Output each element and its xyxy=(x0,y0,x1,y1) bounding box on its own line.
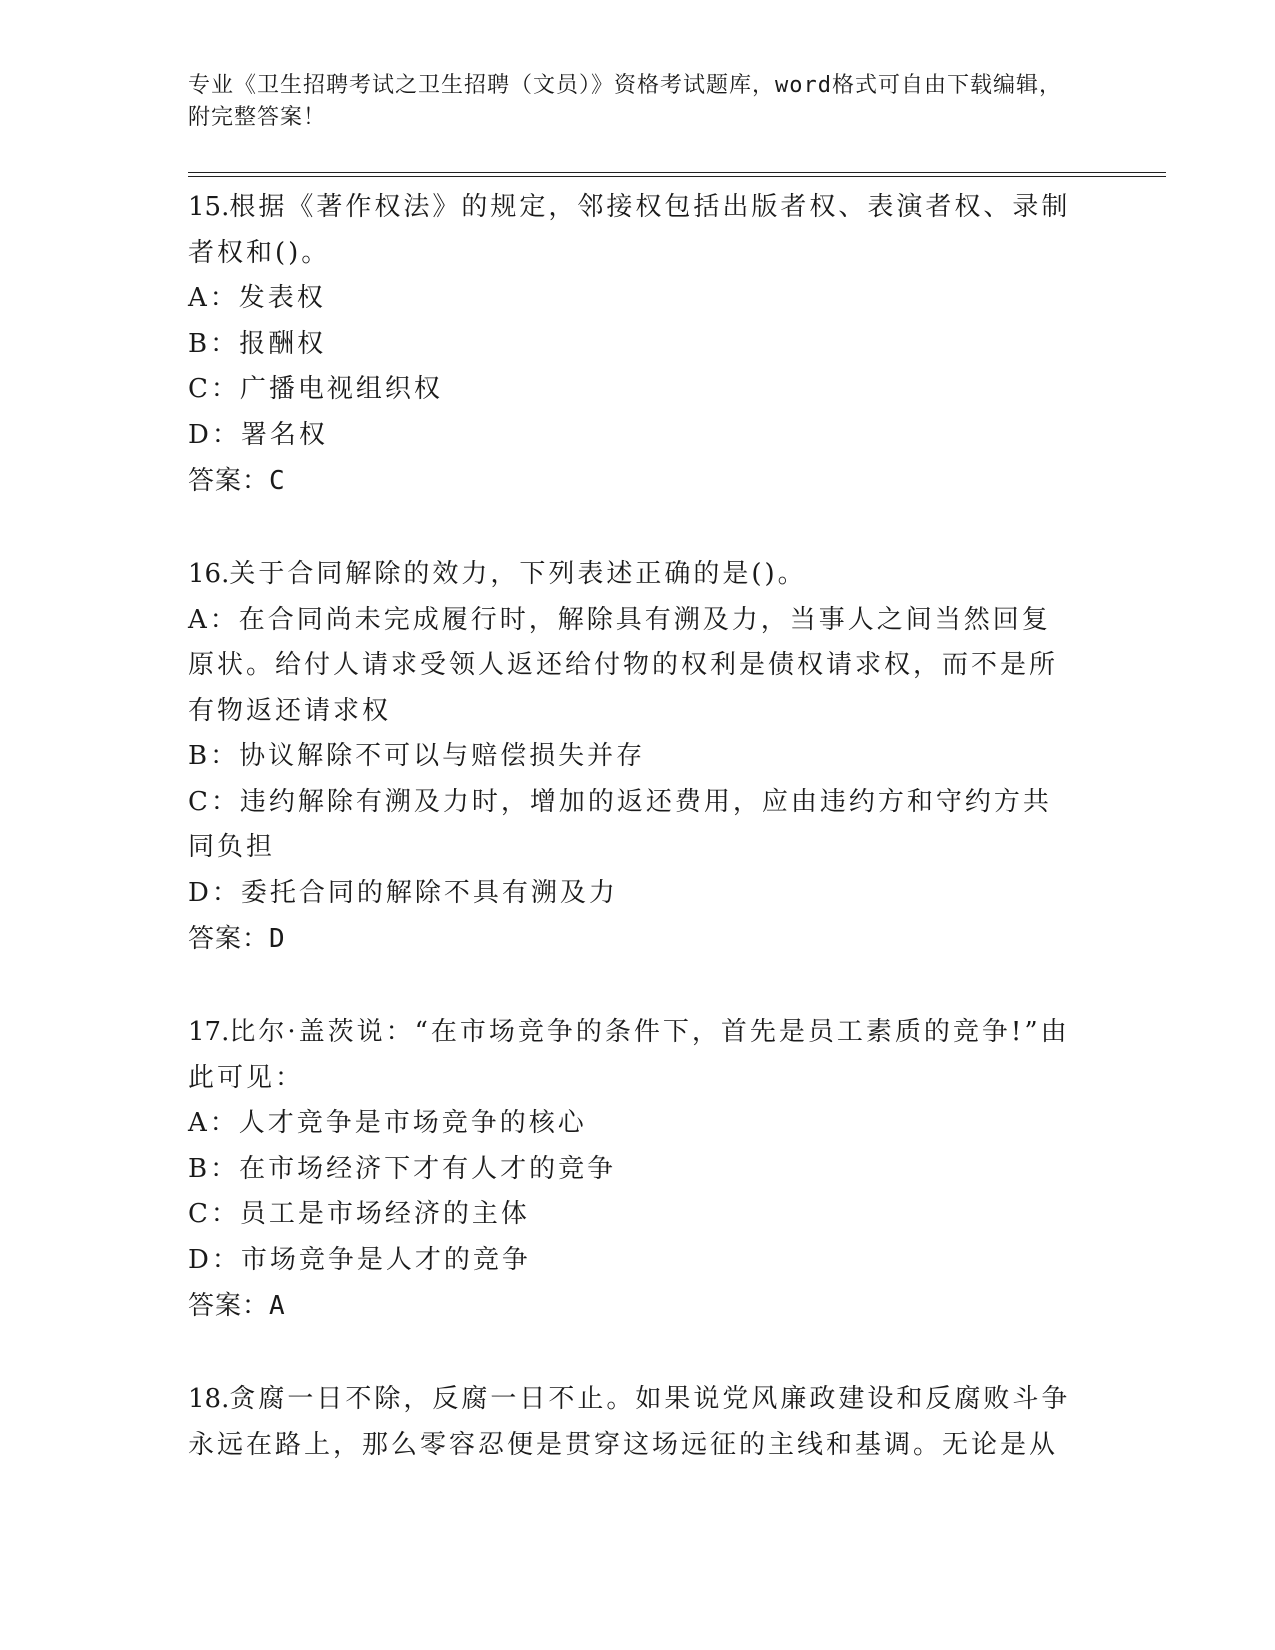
option-d: D：市场竞争是人才的竞争 xyxy=(188,1244,531,1275)
answer-line: 答案：A xyxy=(188,1291,286,1321)
option-b: B：报酬权 xyxy=(188,328,327,359)
header-divider-line-bottom xyxy=(188,176,1166,177)
option-a: A：发表权 xyxy=(188,283,326,313)
question-list xyxy=(188,185,1078,1468)
header-divider xyxy=(188,172,1166,177)
question-stem xyxy=(188,185,1078,276)
option-d: D：署名权 xyxy=(188,419,328,450)
document-page xyxy=(188,70,1168,1516)
option-c: C：员工是市场经济的主体 xyxy=(188,1199,530,1229)
question-text: 比尔·盖茨说：“在市场竞争的条件下，首先是员工素质的竞争!”由此可见： xyxy=(188,1017,1070,1093)
option-a: A：在合同尚未完成履行时，解除具有溯及力，当事人之间当然回复原状。给付人请求受领人返还给付物的权利是债权请求权，而不是所有物返还请求权 xyxy=(188,604,1059,726)
header-divider-line-top xyxy=(188,172,1166,173)
question-16 xyxy=(188,552,1078,962)
question-15 xyxy=(188,185,1078,504)
question-text: 关于合同解除的效力，下列表述正确的是()。 xyxy=(229,559,807,589)
question-stem xyxy=(188,1010,1078,1101)
option-b: B：协议解除不可以与赔偿损失并存 xyxy=(188,741,646,771)
question-text: 贪腐一日不除，反腐一日不止。如果说党风廉政建设和反腐败斗争永远在路上，那么零容忍便是贯穿这场远征的主线和基调。无论是从 xyxy=(188,1384,1071,1460)
question-text: 根据《著作权法》的规定，邻接权包括出版者权、表演者权、录制者权和()。 xyxy=(188,192,1071,268)
question-17 xyxy=(188,1010,1078,1329)
option-d: D：委托合同的解除不具有溯及力 xyxy=(188,877,618,908)
question-number: 18. xyxy=(188,1384,230,1414)
option-b: B：在市场经济下才有人才的竞争 xyxy=(188,1153,617,1184)
question-number: 15. xyxy=(188,192,230,222)
answer-line: 答案：D xyxy=(188,924,286,954)
question-18 xyxy=(188,1377,1078,1468)
answer-line: 答案：C xyxy=(188,466,286,496)
question-number: 16. xyxy=(188,559,230,589)
option-c: C：违约解除有溯及力时，增加的返还费用，应由违约方和守约方共同负担 xyxy=(188,786,1052,862)
option-c: C：广播电视组织权 xyxy=(188,374,443,404)
question-stem xyxy=(188,552,1078,598)
question-number: 17. xyxy=(188,1017,230,1047)
option-a: A：人才竞争是市场竞争的核心 xyxy=(188,1108,587,1138)
question-stem xyxy=(188,1377,1078,1468)
document-header: 专业《卫生招聘考试之卫生招聘（文员）》资格考试题库，word格式可自由下载编辑，附完整答案！ xyxy=(188,73,1062,130)
